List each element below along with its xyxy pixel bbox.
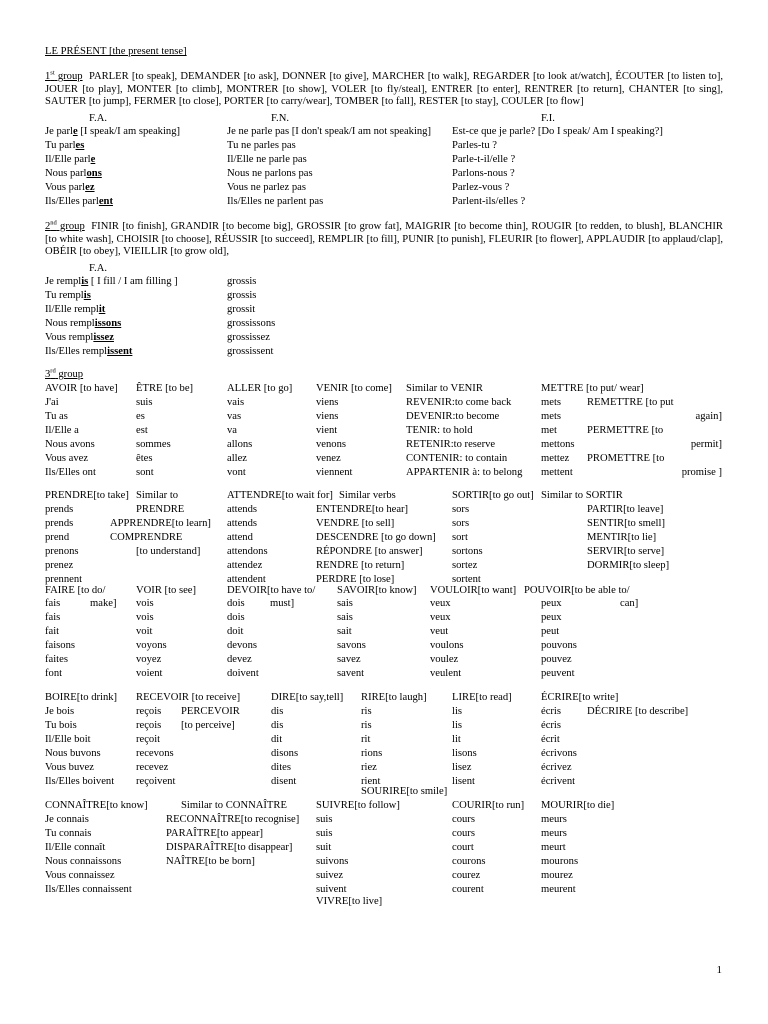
dire-form: dit bbox=[271, 734, 283, 745]
sortir-form: sors bbox=[452, 504, 470, 515]
verb-courir: COURIR[to run] bbox=[452, 800, 525, 811]
sortir-similar: DORMIR[to sleep] bbox=[587, 560, 670, 571]
savoir-form: savez bbox=[337, 654, 361, 665]
attendre-similar: VENDRE [to sell] bbox=[316, 518, 395, 529]
recevoir-form: reçois bbox=[136, 706, 162, 717]
verb-ecrire: ÉCRIRE[to write] bbox=[541, 692, 619, 703]
verb-avoir: AVOIR [to have] bbox=[45, 383, 118, 394]
group1-fi-row: Parles-tu ? bbox=[452, 140, 498, 151]
faire-form: font bbox=[45, 668, 63, 679]
verb-sourire: SOURIRE[to smile] bbox=[361, 786, 448, 797]
dire-form: dis bbox=[271, 706, 284, 717]
sortir-similar: SERVIR[to serve] bbox=[587, 546, 665, 557]
recevoir-form: recevez bbox=[136, 762, 169, 773]
grossir-form: grossissez bbox=[227, 332, 270, 343]
venir-similar: TENIR: to hold bbox=[406, 425, 473, 436]
recevoir-form: reçoivent bbox=[136, 776, 176, 787]
aller-form: vais bbox=[227, 397, 245, 408]
verb-vivre: VIVRE[to live] bbox=[316, 896, 383, 907]
mettre-form: mets bbox=[541, 411, 562, 422]
mourir-form: meurs bbox=[541, 828, 567, 839]
faire-form: faisons bbox=[45, 640, 76, 651]
verb-lire: LIRE[to read] bbox=[452, 692, 512, 703]
page-number: 1 bbox=[716, 964, 722, 976]
sortir-form: sortons bbox=[452, 546, 483, 557]
devoir-form: dois bbox=[227, 612, 245, 623]
venir-form: viens bbox=[316, 411, 339, 422]
courir-form: courent bbox=[452, 884, 484, 895]
venir-similar: RETENIR:to reserve bbox=[406, 439, 496, 450]
group2-fa-row: Vous remplissez bbox=[45, 332, 114, 343]
mourir-form: mourons bbox=[541, 856, 579, 867]
recevoir-similar: PERCEVOIR bbox=[181, 706, 240, 717]
mourir-form: meurs bbox=[541, 814, 567, 825]
group2-fa-row: Ils/Elles remplissent bbox=[45, 346, 133, 357]
boire-form: Il/Elle boit bbox=[45, 734, 91, 745]
avoir-form: Ils/Elles ont bbox=[45, 467, 96, 478]
recevoir-form: reçois bbox=[136, 720, 162, 731]
grossir-form: grossit bbox=[227, 304, 256, 315]
group2-fa-row: Il/Elle remplit bbox=[45, 304, 106, 315]
boire-form: Vous buvez bbox=[45, 762, 94, 773]
lire-form: lis bbox=[452, 720, 463, 731]
similar-venir-label: Similar to VENIR bbox=[406, 383, 483, 394]
faire-form: fais bbox=[45, 598, 61, 609]
connaitre-form: Nous connaissons bbox=[45, 856, 122, 867]
sortir-similar-label: Similar to SORTIR bbox=[541, 490, 623, 501]
mettre-form: mettent bbox=[541, 467, 573, 478]
attendre-form: attendent bbox=[227, 574, 266, 585]
rire-form: rit bbox=[361, 734, 371, 745]
verb-etre: ÊTRE [to be] bbox=[136, 383, 194, 394]
group1-col-fn: F.N. bbox=[271, 113, 289, 124]
verb-sortir: SORTIR[to go out] bbox=[452, 490, 534, 501]
verb-rire: RIRE[to laugh] bbox=[361, 692, 427, 703]
prendre-similar: [to understand] bbox=[136, 546, 201, 557]
verb-faire-cont: make] bbox=[90, 598, 117, 609]
devoir-form: devez bbox=[227, 654, 252, 665]
verb-voir: VOIR [to see] bbox=[136, 585, 197, 596]
verb-devoir-cont: must] bbox=[270, 598, 295, 609]
verb-vouloir: VOULOIR[to want] bbox=[430, 585, 517, 596]
lire-form: lisez bbox=[452, 762, 472, 773]
verb-suivre: SUIVRE[to follow] bbox=[316, 800, 400, 811]
group1-fi-row: Est-ce que je parle? [Do I speak/ Am I speaking?] bbox=[452, 126, 663, 137]
connaitre-similar: RECONNAÎTRE[to recognise] bbox=[166, 814, 300, 825]
verb-devoir: DEVOIR[to have to/ bbox=[227, 585, 316, 596]
suivre-form: suivez bbox=[316, 870, 344, 881]
attendre-form: attends bbox=[227, 518, 258, 529]
mourir-form: mourez bbox=[541, 870, 573, 881]
verb-aller: ALLER [to go] bbox=[227, 383, 293, 394]
etre-form: sommes bbox=[136, 439, 171, 450]
verb-attendre: ATTENDRE[to wait for] bbox=[227, 490, 333, 501]
aller-form: va bbox=[227, 425, 237, 436]
dire-form: dites bbox=[271, 762, 292, 773]
connaitre-form: Ils/Elles connaissent bbox=[45, 884, 132, 895]
group1-fn-row: Nous ne parlons pas bbox=[227, 168, 313, 179]
venir-form: viens bbox=[316, 397, 339, 408]
group2-fa-row: Nous remplissons bbox=[45, 318, 122, 329]
prendre-form: prennent bbox=[45, 574, 83, 585]
verb-dire: DIRE[to say,tell] bbox=[271, 692, 344, 703]
etre-form: suis bbox=[136, 397, 153, 408]
avoir-form: Nous avons bbox=[45, 439, 95, 450]
faire-form: fais bbox=[45, 612, 61, 623]
sortir-form: sortez bbox=[452, 560, 478, 571]
prendre-similar: COMPRENDRE bbox=[110, 532, 183, 543]
group1-fn-row: Vous ne parlez pas bbox=[227, 182, 306, 193]
venir-form: viennent bbox=[316, 467, 353, 478]
vouloir-form: veux bbox=[430, 598, 451, 609]
etre-form: est bbox=[136, 425, 148, 436]
recevoir-similar: [to perceive] bbox=[181, 720, 235, 731]
suivre-form: suivent bbox=[316, 884, 347, 895]
voir-form: voyez bbox=[136, 654, 162, 665]
courir-form: court bbox=[452, 842, 474, 853]
dire-form: dis bbox=[271, 720, 284, 731]
verb-connaitre: CONNAÎTRE[to know] bbox=[45, 800, 148, 811]
prendre-form: prends bbox=[45, 518, 74, 529]
grossir-form: grossissent bbox=[227, 346, 274, 357]
sortir-similar: PARTIR[to leave] bbox=[587, 504, 664, 515]
verb-pouvoir: POUVOIR[to be able to/ bbox=[524, 585, 630, 596]
voir-form: voient bbox=[136, 668, 163, 679]
faire-form: faites bbox=[45, 654, 68, 665]
pouvoir-form: pouvons bbox=[541, 640, 577, 651]
venir-similar: CONTENIR: to contain bbox=[406, 453, 508, 464]
prendre-form: prends bbox=[45, 504, 74, 515]
voir-form: voyons bbox=[136, 640, 167, 651]
aller-form: vas bbox=[227, 411, 242, 422]
mettre-similar: REMETTRE [to put bbox=[587, 397, 674, 408]
prendre-form: prenons bbox=[45, 546, 79, 557]
group1-intro bbox=[45, 71, 723, 109]
grossir-form: grossis bbox=[227, 276, 257, 287]
voir-form: vois bbox=[136, 598, 154, 609]
connaitre-similar-label: Similar to CONNAÎTRE bbox=[181, 800, 287, 811]
aller-form: allons bbox=[227, 439, 253, 450]
avoir-form: J'ai bbox=[45, 397, 59, 408]
courir-form: cours bbox=[452, 828, 475, 839]
group1-fi-row: Parle-t-il/elle ? bbox=[452, 154, 516, 165]
group1-fa-row: Je parle [I speak/I am speaking] bbox=[45, 126, 181, 137]
venir-form: venons bbox=[316, 439, 347, 450]
connaitre-form: Je connais bbox=[45, 814, 89, 825]
rire-form: riez bbox=[361, 762, 377, 773]
group1-fn-row: Tu ne parles pas bbox=[227, 140, 296, 151]
faire-form: fait bbox=[45, 626, 60, 637]
venir-similar: REVENIR:to come back bbox=[406, 397, 512, 408]
mettre-similar: PERMETTRE [to bbox=[587, 425, 664, 436]
group1-fa-row: Ils/Elles parlent bbox=[45, 196, 113, 207]
group1-col-fa: F.A. bbox=[89, 113, 107, 124]
verb-mettre: METTRE [to put/ wear] bbox=[541, 383, 644, 394]
mettre-similar: PROMETTRE [to bbox=[587, 453, 665, 464]
attendre-similar: ENTENDRE[to hear] bbox=[316, 504, 409, 515]
verb-pouvoir-cont: can] bbox=[620, 598, 639, 609]
voir-form: voit bbox=[136, 626, 153, 637]
verb-prendre: PRENDRE[to take] bbox=[45, 490, 129, 501]
mettre-similar: promise ] bbox=[681, 467, 722, 478]
group3-heading: 3rd group bbox=[45, 367, 84, 380]
group1-fa-row: Vous parlez bbox=[45, 182, 95, 193]
prendre-similar: APPRENDRE[to learn] bbox=[110, 518, 211, 529]
rire-form: rient bbox=[361, 776, 381, 787]
savoir-form: sais bbox=[337, 598, 353, 609]
verb-boire: BOIRE[to drink] bbox=[45, 692, 118, 703]
verb-recevoir: RECEVOIR [to receive] bbox=[136, 692, 241, 703]
sortir-form: sors bbox=[452, 518, 470, 529]
dire-form: disons bbox=[271, 748, 299, 759]
boire-form: Ils/Elles boivent bbox=[45, 776, 115, 787]
verb-decrire: DÉCRIRE [to describe] bbox=[587, 706, 689, 717]
mettre-form: mets bbox=[541, 397, 562, 408]
savoir-form: savent bbox=[337, 668, 365, 679]
connaitre-form: Il/Elle connaît bbox=[45, 842, 106, 853]
attendre-similar: PERDRE [to lose] bbox=[316, 574, 395, 585]
mettre-similar: again] bbox=[695, 411, 722, 422]
group2-fa-row: Je remplis [ I fill / I am filling ] bbox=[45, 276, 178, 287]
suivre-form: suis bbox=[316, 828, 333, 839]
suivre-form: suit bbox=[316, 842, 332, 853]
savoir-form: sais bbox=[337, 612, 353, 623]
lire-form: lisent bbox=[452, 776, 475, 787]
rire-form: ris bbox=[361, 720, 372, 731]
lire-form: lis bbox=[452, 706, 463, 717]
group1-fa-row: Il/Elle parle bbox=[45, 154, 96, 165]
pouvoir-form: peux bbox=[541, 598, 562, 609]
prendre-similar-label: Similar to bbox=[136, 490, 179, 501]
attendre-form: attends bbox=[227, 504, 258, 515]
vouloir-form: veux bbox=[430, 612, 451, 623]
lire-form: lisons bbox=[452, 748, 477, 759]
pouvoir-form: peut bbox=[541, 626, 560, 637]
group1-fa-row: Tu parles bbox=[45, 140, 85, 151]
devoir-form: doit bbox=[227, 626, 244, 637]
devoir-form: dois bbox=[227, 598, 245, 609]
group1-fn-row: Il/Elle ne parle pas bbox=[227, 154, 307, 165]
ecrire-form: écrivent bbox=[541, 776, 576, 787]
vouloir-form: veut bbox=[430, 626, 449, 637]
group1-fa-row: Nous parlons bbox=[45, 168, 102, 179]
group1-fi-row: Parlons-nous ? bbox=[452, 168, 515, 179]
courir-form: courons bbox=[452, 856, 486, 867]
boire-form: Tu bois bbox=[45, 720, 77, 731]
group2-verb-list: FINIR [to finish], GRANDIR [to become big], GROSSIR [to grow fat], MAIGRIR [to become thin], ROUGIR [to redden, to blush], BLANCHIR [to white wash], CHOISIR [to choose], RÉUSSIR [to succeed], REMPLIR [to fill], PUNIR [to punish], FLEURIR [to flower], APPLAUDIR [to applaud/clap], OBÉIR [to obey], VIEILLIR [to grow old], bbox=[45, 221, 724, 258]
dire-form: disent bbox=[271, 776, 297, 787]
rire-form: rions bbox=[361, 748, 383, 759]
mourir-form: meurent bbox=[541, 884, 576, 895]
devoir-form: devons bbox=[227, 640, 258, 651]
boire-form: Je bois bbox=[45, 706, 75, 717]
vouloir-form: veulent bbox=[430, 668, 462, 679]
etre-form: êtes bbox=[136, 453, 153, 464]
suivre-form: suivons bbox=[316, 856, 349, 867]
pouvoir-form: peuvent bbox=[541, 668, 575, 679]
prendre-similar: PRENDRE bbox=[136, 504, 185, 515]
group1-fn-row: Je ne parle pas [I don't speak/I am not speaking] bbox=[227, 126, 432, 137]
group2-fa-row: Tu remplis bbox=[45, 290, 91, 301]
etre-form: es bbox=[136, 411, 145, 422]
verb-venir: VENIR [to come] bbox=[316, 383, 392, 394]
ecrire-form: écrivons bbox=[541, 748, 577, 759]
devoir-form: doivent bbox=[227, 668, 259, 679]
venir-form: venez bbox=[316, 453, 341, 464]
aller-form: allez bbox=[227, 453, 247, 464]
sortir-similar: MENTIR[to lie] bbox=[587, 532, 657, 543]
sortir-form: sort bbox=[452, 532, 468, 543]
vouloir-form: voulez bbox=[430, 654, 459, 665]
ecrire-form: écrivez bbox=[541, 762, 572, 773]
mettre-form: met bbox=[541, 425, 557, 436]
verb-mourir: MOURIR[to die] bbox=[541, 800, 615, 811]
attendre-similar: RÉPONDRE [to answer] bbox=[316, 546, 423, 557]
verb-savoir: SAVOIR[to know] bbox=[337, 585, 417, 596]
rire-form: ris bbox=[361, 706, 372, 717]
avoir-form: Vous avez bbox=[45, 453, 89, 464]
prendre-form: prend bbox=[45, 532, 70, 543]
connaitre-similar: NAÎTRE[to be born] bbox=[166, 856, 255, 867]
page-title: LE PRÉSENT [the present tense] bbox=[45, 46, 187, 57]
venir-form: vient bbox=[316, 425, 338, 436]
group2-col-fa: F.A. bbox=[89, 263, 107, 274]
attendre-form: attend bbox=[227, 532, 253, 543]
ecrire-form: écrit bbox=[541, 734, 560, 745]
avoir-form: Tu as bbox=[45, 411, 68, 422]
ecrire-form: écris bbox=[541, 720, 561, 731]
group2-heading: 2nd group bbox=[45, 219, 85, 232]
verb-faire: FAIRE [to do/ bbox=[45, 585, 106, 596]
mourir-form: meurt bbox=[541, 842, 566, 853]
group2-intro bbox=[45, 221, 723, 259]
mettre-form: mettons bbox=[541, 439, 575, 450]
prendre-form: prenez bbox=[45, 560, 74, 571]
group1-fn-row: Ils/Elles ne parlent pas bbox=[227, 196, 324, 207]
mettre-similar: permit] bbox=[690, 439, 722, 450]
group1-fi-row: Parlent-ils/elles ? bbox=[452, 196, 526, 207]
savoir-form: savons bbox=[337, 640, 366, 651]
boire-form: Nous buvons bbox=[45, 748, 101, 759]
group1-col-fi: F.I. bbox=[541, 113, 555, 124]
venir-similar: APPARTENIR à: to belong bbox=[406, 467, 523, 478]
aller-form: vont bbox=[227, 467, 246, 478]
voir-form: vois bbox=[136, 612, 154, 623]
courir-form: courez bbox=[452, 870, 481, 881]
connaitre-form: Tu connais bbox=[45, 828, 92, 839]
connaitre-similar: PARAÎTRE[to appear] bbox=[166, 828, 263, 839]
mettre-form: mettez bbox=[541, 453, 570, 464]
recevoir-form: recevons bbox=[136, 748, 174, 759]
suivre-form: suis bbox=[316, 814, 333, 825]
ecrire-form: écris bbox=[541, 706, 561, 717]
venir-similar: DEVENIR:to become bbox=[406, 411, 500, 422]
group1-verb-list: PARLER [to speak], DEMANDER [to ask], DONNER [to give], MARCHER [to walk], REGARDER [to look at/watch], ÉCOUTER [to listen to], JOUER [to play], MONTER [to climb], MONTRER [to show], VOLER [to fly/steal], ENTRER [to enter], RENTRER [to return], CHANTER [to sing], SAUTER [to jump], FERMER [to close], PORTER [to carry/wear], TOMBER [to fall], RESTER [to stay], COULER [to flow] bbox=[45, 71, 724, 108]
savoir-form: sait bbox=[337, 626, 352, 637]
connaitre-form: Vous connaissez bbox=[45, 870, 115, 881]
recevoir-form: reçoit bbox=[136, 734, 161, 745]
etre-form: sont bbox=[136, 467, 154, 478]
grossir-form: grossis bbox=[227, 290, 257, 301]
pouvoir-form: pouvez bbox=[541, 654, 572, 665]
grossir-form: grossissons bbox=[227, 318, 276, 329]
avoir-form: Il/Elle a bbox=[45, 425, 79, 436]
sortir-form: sortent bbox=[452, 574, 481, 585]
attendre-similar: DESCENDRE [to go down] bbox=[316, 532, 436, 543]
vouloir-form: voulons bbox=[430, 640, 464, 651]
sortir-similar: SENTIR[to smell] bbox=[587, 518, 665, 529]
attendre-similar: RENDRE [to return] bbox=[316, 560, 405, 571]
attendre-similar-label: Similar verbs bbox=[339, 490, 396, 501]
courir-form: cours bbox=[452, 814, 475, 825]
attendre-form: attendons bbox=[227, 546, 268, 557]
attendre-form: attendez bbox=[227, 560, 263, 571]
connaitre-similar: DISPARAÎTRE[to disappear] bbox=[166, 842, 293, 853]
group1-fi-row: Parlez-vous ? bbox=[452, 182, 510, 193]
lire-form: lit bbox=[452, 734, 461, 745]
group1-heading: 1st group bbox=[45, 69, 83, 82]
pouvoir-form: peux bbox=[541, 612, 562, 623]
